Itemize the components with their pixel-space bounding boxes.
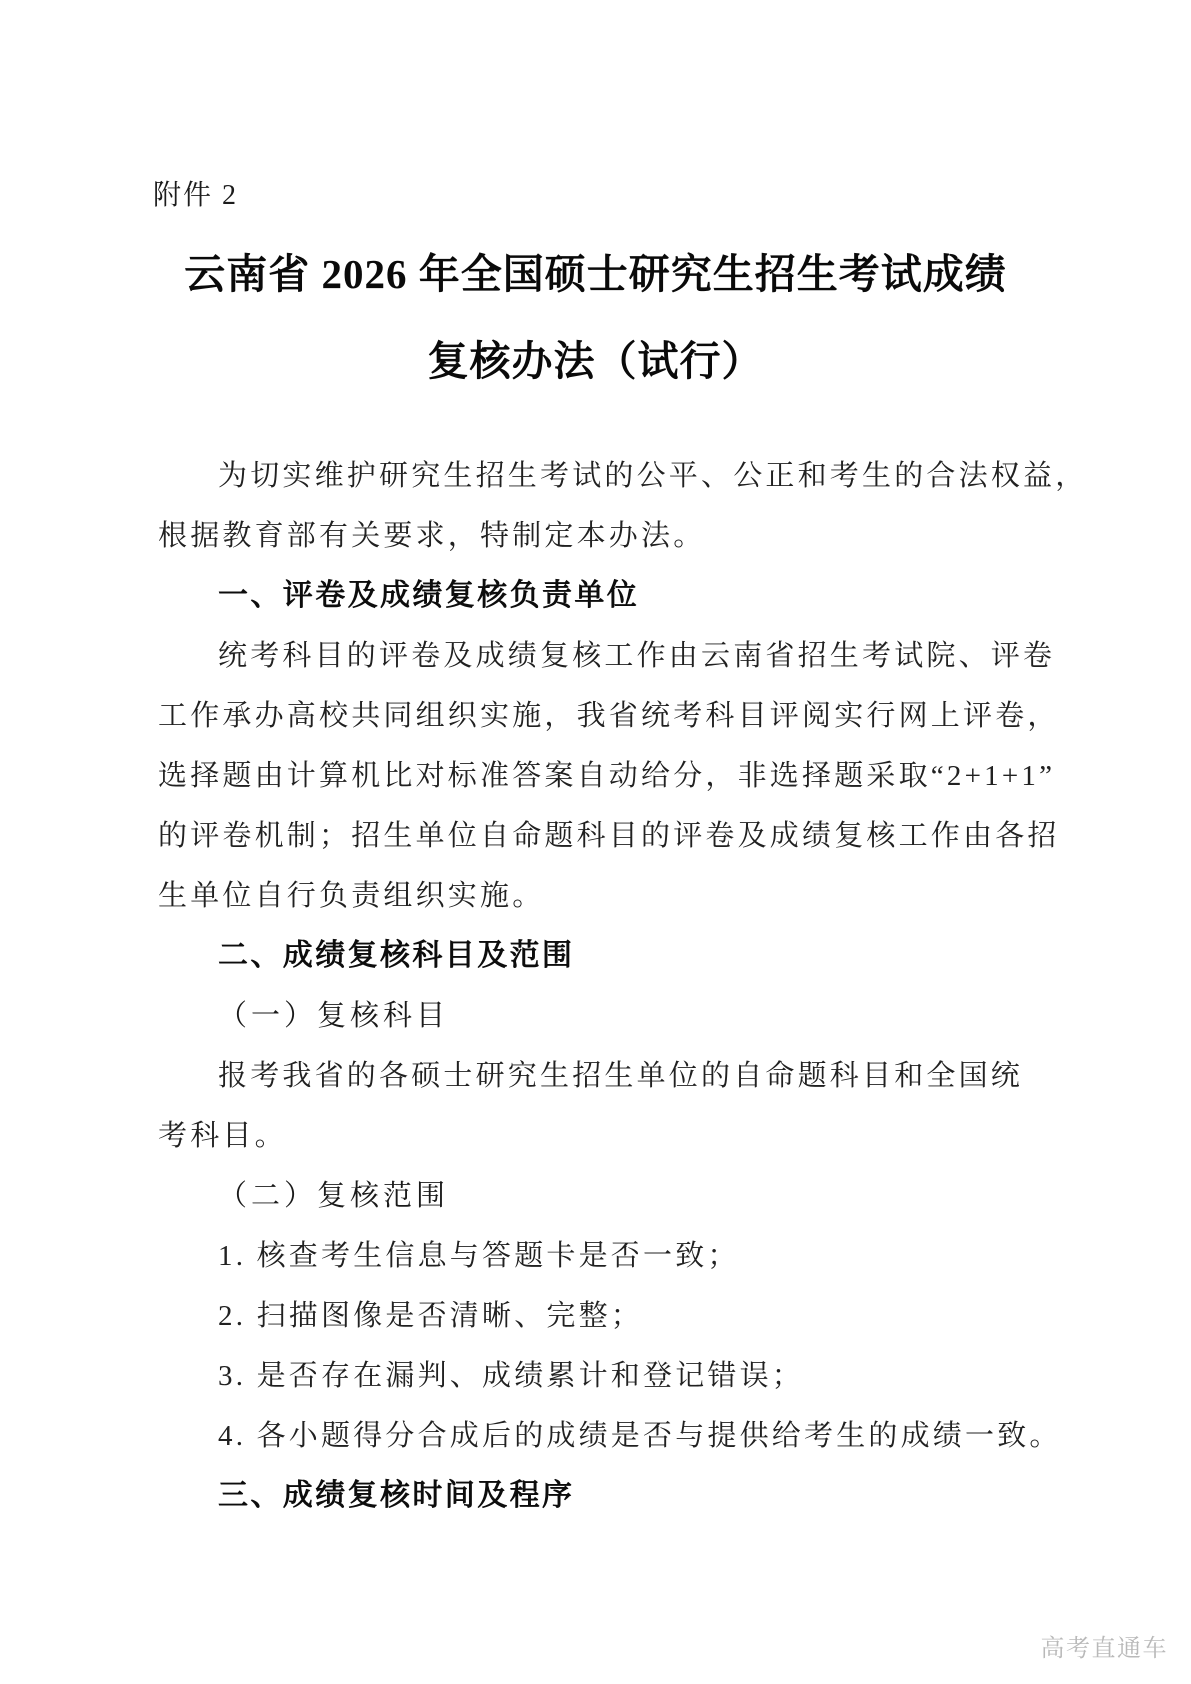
paragraph-section1-line-3: 选择题由计算机比对标准答案自动给分，非选择题采取“2+1+1” [158,760,1056,792]
paragraph-intro-line-2: 根据教育部有关要求，特制定本办法。 [158,520,706,552]
section-heading-2: 二、成绩复核科目及范围 [218,939,575,972]
paragraph-section1-line-4: 的评卷机制；招生单位自命题科目的评卷及成绩复核工作由各招 [158,820,1060,852]
paragraph-section1-line-2: 工作承办高校共同组织实施，我省统考科目评阅实行网上评卷， [158,700,1060,732]
list-item-4: 4. 各小题得分合成后的成绩是否与提供给考生的成绩一致。 [218,1420,1062,1452]
paragraph-section1-line-5: 生单位自行负责组织实施。 [158,880,545,912]
subsection-heading-2-1: （一）复核科目 [218,1000,450,1032]
list-item-2: 2. 扫描图像是否清晰、完整； [218,1300,644,1332]
document-title-line-2: 复核办法（试行） [427,338,764,384]
watermark-text: 高考直通车 [1040,1636,1168,1662]
document-body [158,446,1088,1526]
list-item-3: 3. 是否存在漏判、成绩累计和登记错误； [218,1360,805,1392]
paragraph-section1-line-1: 统考科目的评卷及成绩复核工作由云南省招生考试院、评卷 [218,640,1056,672]
document-title-line-1: 云南省 2026 年全国硕士研究生招生考试成绩 [184,251,1007,297]
paragraph-intro-line-1: 为切实维护研究生招生考试的公平、公正和考生的合法权益， [218,460,1088,492]
section-heading-1: 一、评卷及成绩复核负责单位 [218,579,640,612]
section-heading-3: 三、成绩复核时间及程序 [218,1479,575,1512]
paragraph-section2-line-1: 报考我省的各硕士研究生招生单位的自命题科目和全国统 [218,1060,1024,1092]
attachment-label: 附件 2 [153,180,239,211]
list-item-1: 1. 核查考生信息与答题卡是否一致； [218,1240,740,1272]
paragraph-section2-line-2: 考科目。 [158,1120,287,1152]
subsection-heading-2-2: （二）复核范围 [218,1180,450,1212]
